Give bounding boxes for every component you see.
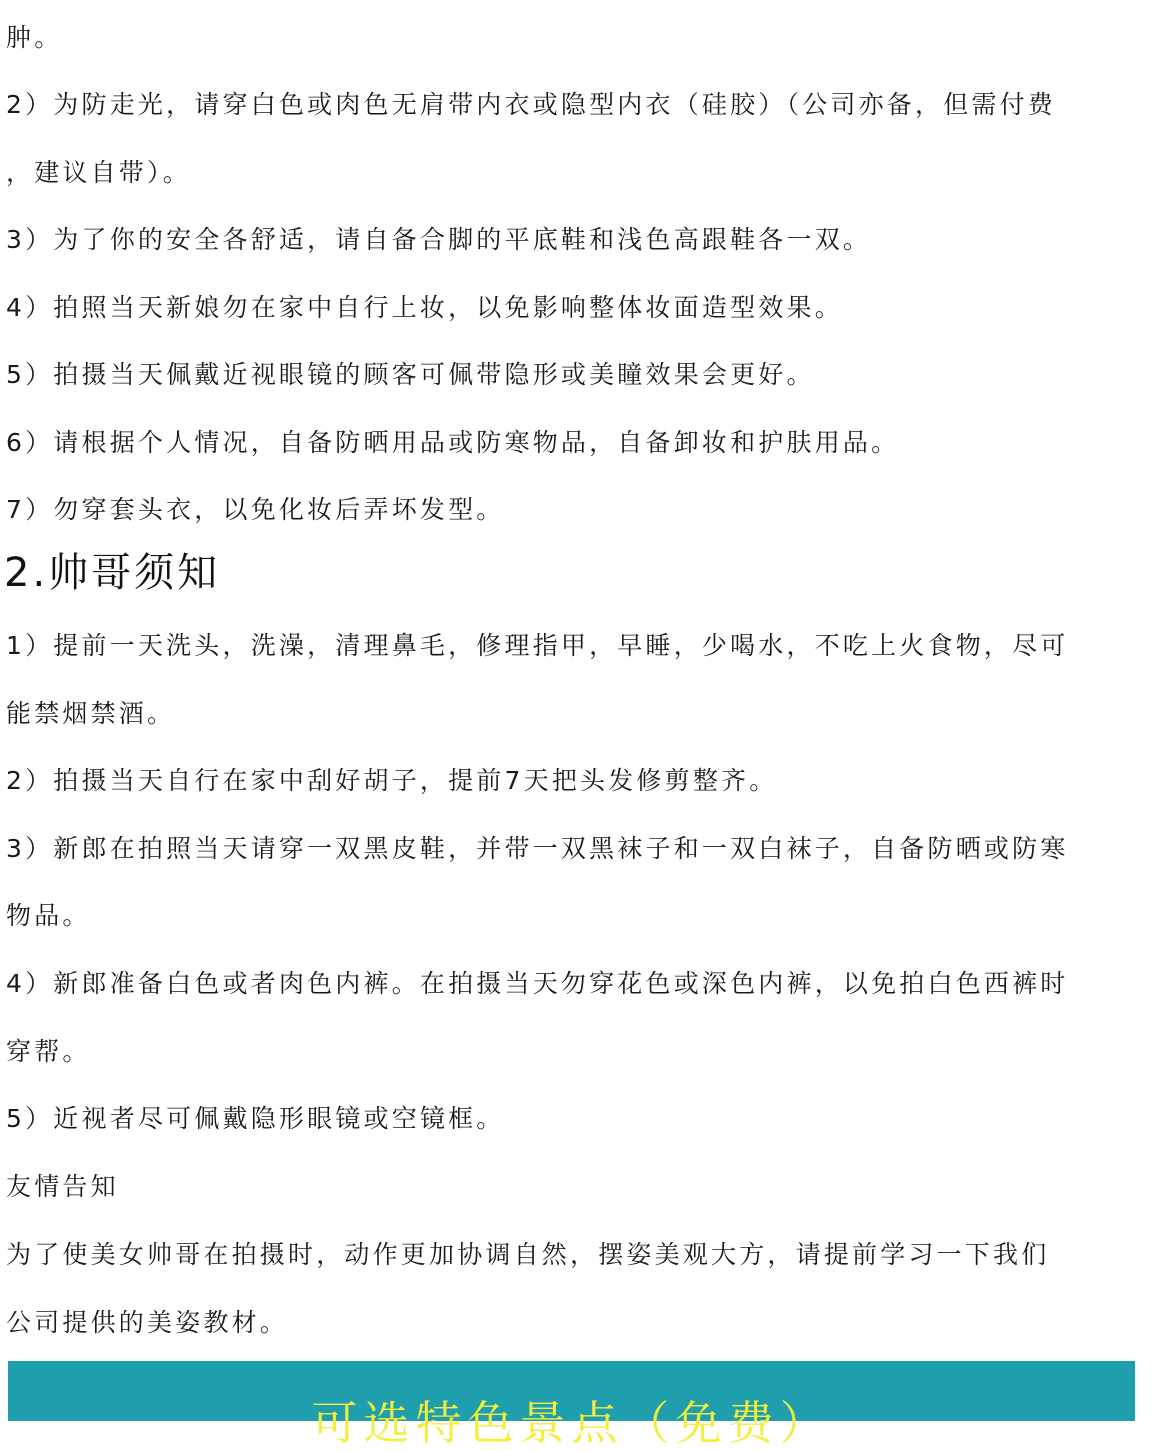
bride-note-prev-line-end: 肿。 <box>6 23 63 52</box>
featured-spots-banner-text: 可选特色景点（免费） <box>311 1396 832 1450</box>
friendly-notice-line-2: 公司提供的美姿教材。 <box>6 1308 289 1337</box>
groom-note-item-4-line-2: 穿帮。 <box>6 1037 91 1066</box>
groom-note-item-5: 5）近视者尽可佩戴隐形眼镜或空镜框。 <box>6 1104 505 1133</box>
friendly-notice-line-1: 为了使美女帅哥在拍摄时，动作更加协调自然，摆姿美观大方，请提前学习一下我们 <box>6 1240 1050 1269</box>
bride-note-item-2-line-2: ，建议自带）。 <box>6 158 191 187</box>
featured-spots-banner <box>8 1361 1135 1450</box>
groom-note-item-3-line-1: 3）新郎在拍照当天请穿一双黑皮鞋，并带一双黑袜子和一双白袜子，自备防晒或防寒 <box>6 834 1069 863</box>
groom-note-item-4-line-1: 4）新郎准备白色或者肉色内裤。在拍摄当天勿穿花色或深色内裤，以免拍白色西裤时 <box>6 969 1069 998</box>
groom-note-item-3-line-2: 物品。 <box>6 901 91 930</box>
bride-note-item-2-line-1: 2）为防走光，请穿白色或肉色无肩带内衣或隐型内衣（硅胶）（公司亦备，但需付费 <box>6 90 1057 119</box>
bride-note-item-6: 6）请根据个人情况，自备防晒用品或防寒物品，自备卸妆和护肤用品。 <box>6 428 900 457</box>
groom-note-item-2: 2）拍摄当天自行在家中刮好胡子，提前7天把头发修剪整齐。 <box>6 766 778 795</box>
bride-note-item-7: 7）勿穿套头衣，以免化妆后弄坏发型。 <box>6 495 505 524</box>
groom-note-item-1-line-1: 1）提前一天洗头，洗澡，清理鼻毛，修理指甲，早睡，少喝水，不吃上火食物，尽可 <box>6 631 1069 660</box>
friendly-notice-title: 友情告知 <box>6 1172 119 1201</box>
bride-note-item-3: 3）为了你的安全各舒适，请自备合脚的平底鞋和浅色高跟鞋各一双。 <box>6 225 872 254</box>
bride-note-item-5: 5）拍摄当天佩戴近视眼镜的顾客可佩带隐形或美瞳效果会更好。 <box>6 360 815 389</box>
groom-note-item-1-line-2: 能禁烟禁酒。 <box>6 699 176 728</box>
bride-note-item-4: 4）拍照当天新娘勿在家中自行上妆，以免影响整体妆面造型效果。 <box>6 293 843 322</box>
groom-notes-heading: 2.帅哥须知 <box>4 550 221 596</box>
